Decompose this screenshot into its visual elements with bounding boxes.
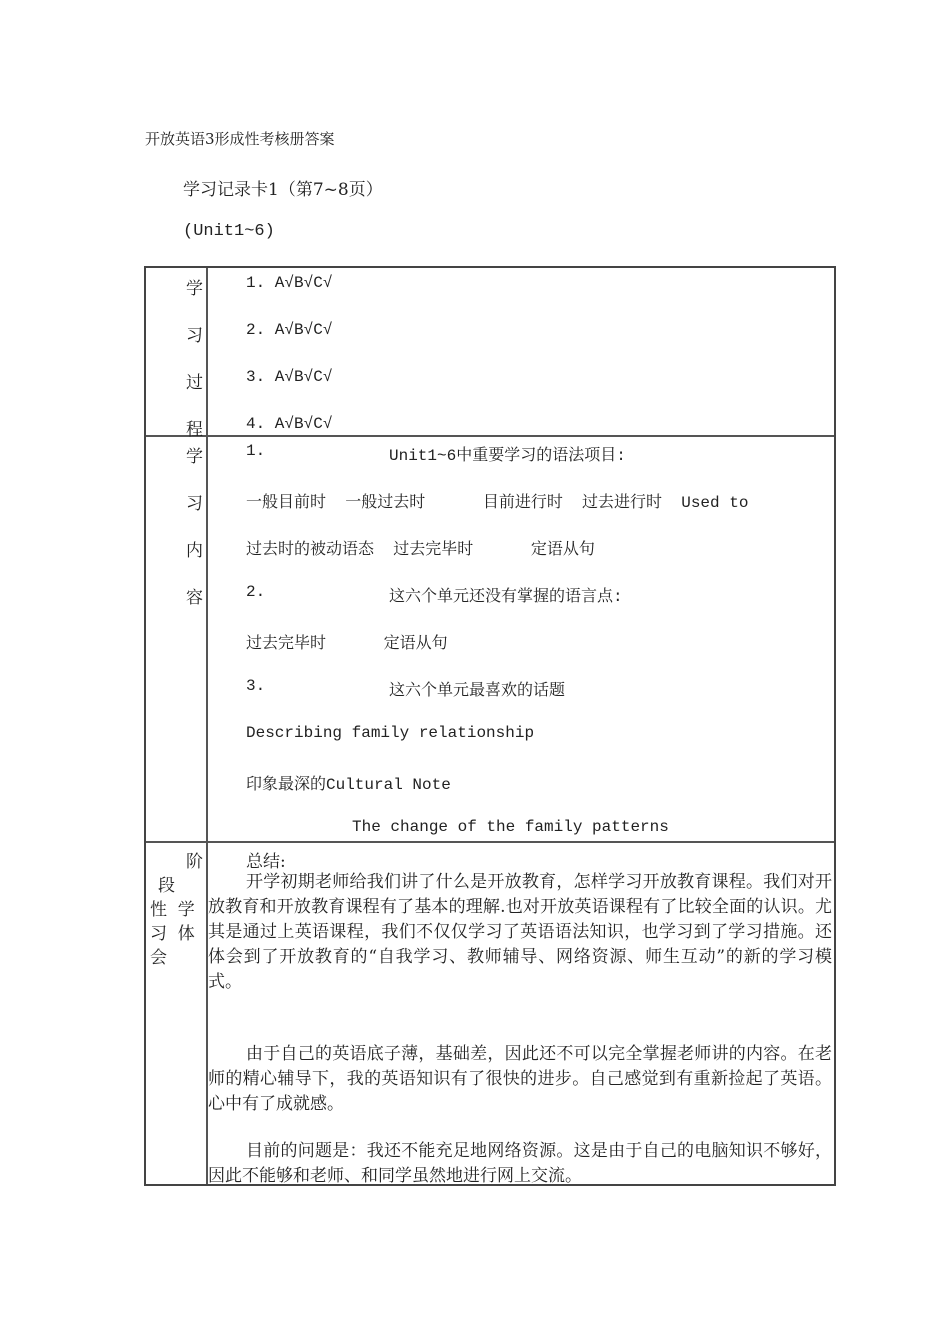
label-char: 习 [186,494,203,514]
label-char: 性 学 [150,900,195,920]
card-title: 学习记录卡1（第7~8页） [183,180,383,200]
grammar-list-line: 过去时的被动语态 过去完毕时 定语从句 [246,541,595,559]
label-char: 习 [186,326,203,346]
row-divider [146,841,834,843]
question-text: 这六个单元还没有掌握的语言点: [389,588,623,606]
label-char: 段 [158,876,175,896]
label-char: 会 [150,948,167,968]
label-char: 过 [186,373,203,393]
process-answer-2: 2. A√B√C√ [246,321,333,339]
cultural-note-prompt: 印象最深的Cultural Note [246,776,451,794]
question-number: 1. [246,442,266,460]
cultural-note-answer: The change of the family patterns [352,818,669,836]
question-text: Unit1~6中重要学习的语法项目: [389,447,626,465]
label-char: 学 [186,447,203,467]
answer-text: 过去完毕时 定语从句 [246,635,448,653]
reflection-paragraph: 开学初期老师给我们讲了什么是开放教育，怎样学习开放教育课程。我们对开放教育和开放教育课程有了基本的理解.也对开放英语课程有了比较全面的认识。尤其是通过上英语课程，我们不仅仅学习了英语语法知识，也学习到了学习措施。还体会到了开放教育的“自我学习、教师辅导、网络资源、师生互动”的新的学习模式。 [208,872,832,992]
question-text: 这六个单元最喜欢的话题 [389,682,566,700]
summary-heading: 总结: [246,852,286,872]
reflection-paragraph: 目前的问题是：我还不能充足地网络资源。这是由于自己的电脑知识不够好，因此不能够和老师、和同学虽然地进行网上交流。 [208,1141,832,1186]
process-answer-3: 3. A√B√C√ [246,368,333,386]
label-char: 习 体 [150,924,195,944]
learning-record-table [144,266,836,1186]
label-char: 容 [186,588,203,608]
label-char: 学 [186,279,203,299]
grammar-list-line: 一般目前时 一般过去时 目前进行时 过去进行时 Used to [246,494,749,512]
question-number: 2. [246,583,266,601]
label-char: 阶 [186,852,203,872]
unit-range: (Unit1~6) [183,222,275,241]
label-char: 内 [186,541,203,561]
question-number: 3. [246,677,266,695]
document-title: 开放英语3形成性考核册答案 [145,130,335,148]
label-char: 程 [186,420,203,440]
row-divider [146,435,834,437]
process-answer-4: 4. A√B√C√ [246,415,333,433]
process-answer-1: 1. A√B√C√ [246,274,333,292]
favorite-topic: Describing family relationship [246,724,535,742]
reflection-paragraph: 由于自己的英语底子薄，基础差，因此还不可以完全掌握老师讲的内容。在老师的精心辅导下，我的英语知识有了很快的进步。自己感觉到有重新捡起了英语。心中有了成就感。 [208,1044,832,1114]
